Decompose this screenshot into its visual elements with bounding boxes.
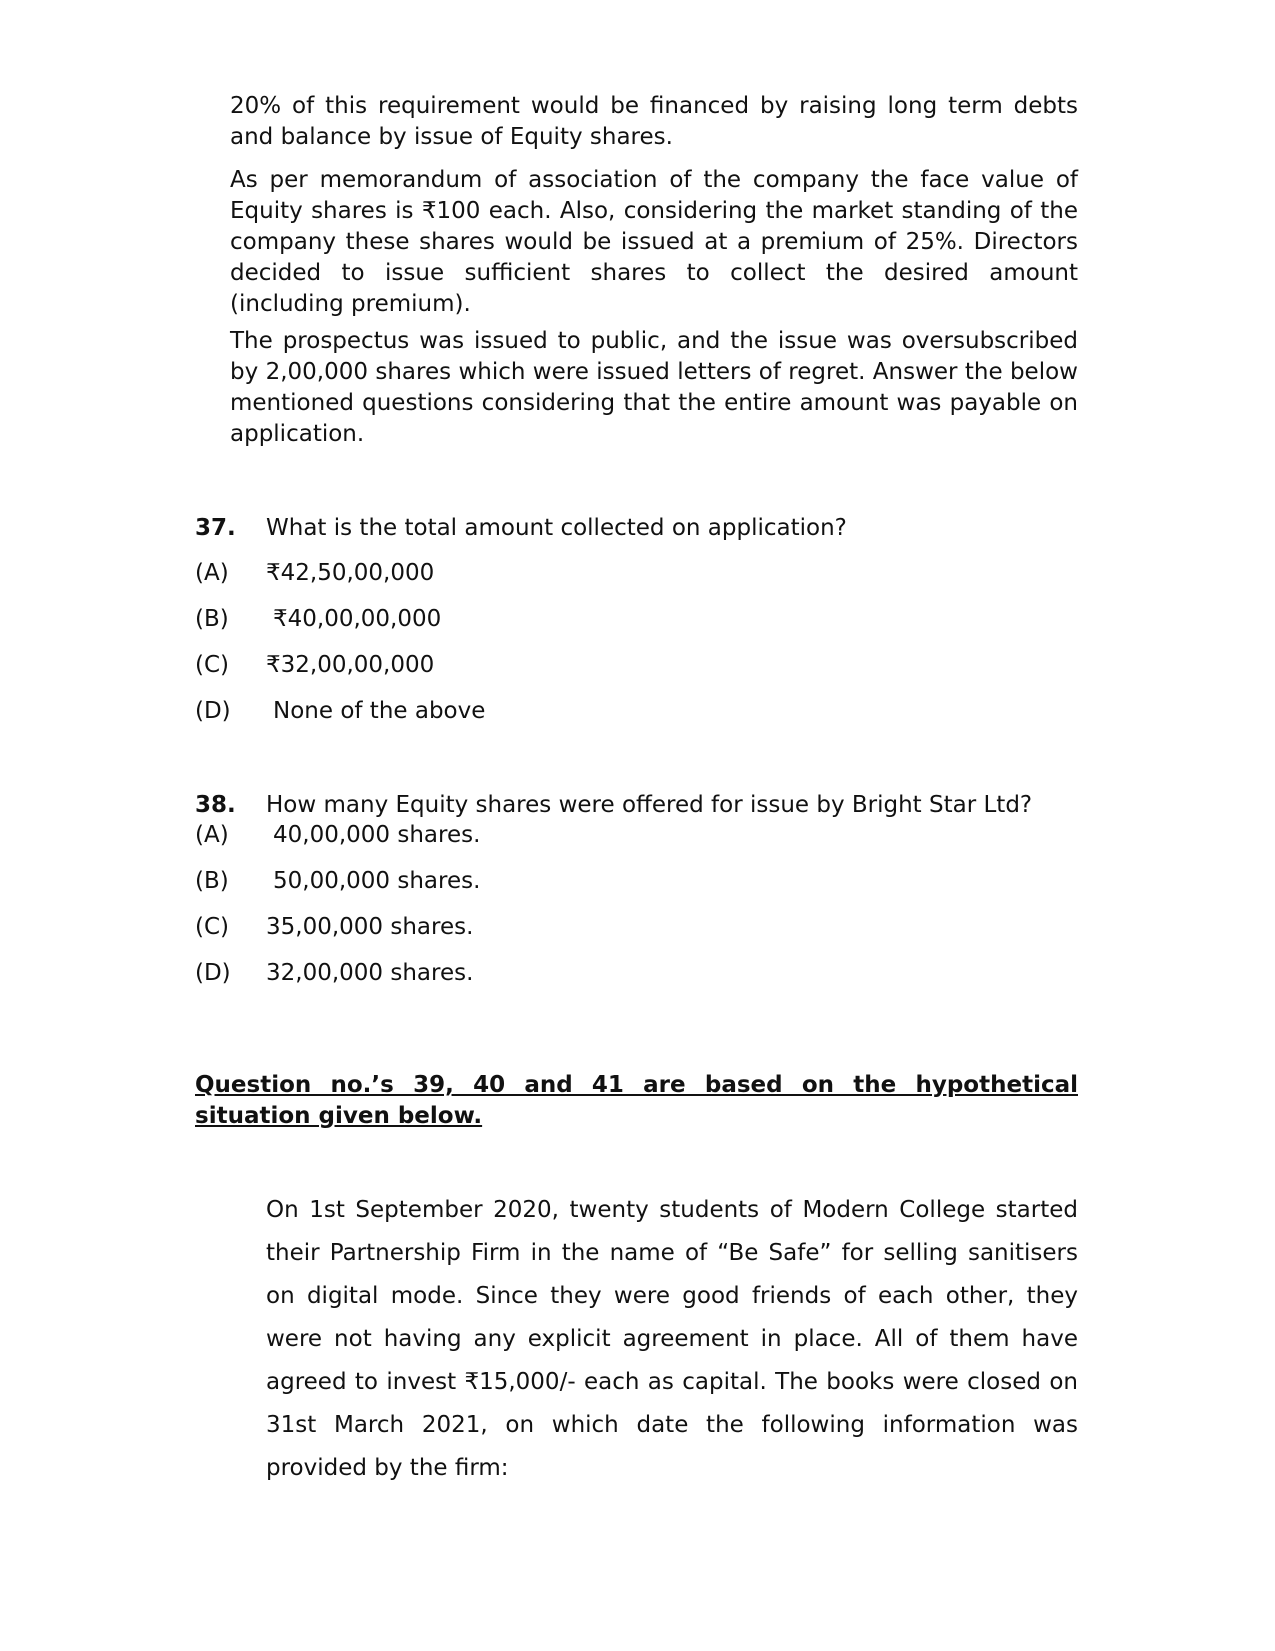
- intro-paragraph-1: 20% of this requirement would be financed by raising long term debts and balance by issue of Equity shares.: [230, 93, 1078, 150]
- option-text-b: 50,00,000 shares.: [273, 868, 481, 894]
- section-heading-line-1: Question no.’s 39, 40 and 41 are based on the hypothetical: [195, 1072, 1078, 1098]
- option-text-c: ₹32,00,00,000: [266, 652, 435, 678]
- option-label-a: (A): [195, 560, 229, 586]
- option-label-c: (C): [195, 914, 230, 940]
- situation-paragraph: On 1st September 2020, twenty students of Modern College started their Partnership Firm in the name of “Be Safe” for selling sanitisers on digital mode. Since they were good friends of each other, they were not having any explicit agreement in place. All of them have agreed to invest ₹15,000/- each as capital. The books were closed on 31st March 2021, on which date the following information was provided by the firm:: [266, 1197, 1078, 1481]
- section-heading: [195, 1070, 1078, 1132]
- intro-paragraph-3: The prospectus was issued to public, and the issue was oversubscribed by 2,00,000 shares which were issued letters of regret. Answer the below mentioned questions considering that the entire amount was payable on application.: [230, 328, 1078, 447]
- option-text-d: 32,00,000 shares.: [266, 960, 474, 986]
- section-heading-line-2: situation given below.: [195, 1103, 483, 1129]
- option-text-b: ₹40,00,00,000: [273, 606, 442, 632]
- question-text: How many Equity shares were offered for issue by Bright Star Ltd?: [266, 792, 1033, 818]
- option-label-b: (B): [195, 868, 229, 894]
- option-text-a: ₹42,50,00,000: [266, 560, 435, 586]
- option-label-d: (D): [195, 698, 231, 724]
- question-text: What is the total amount collected on application?: [266, 515, 847, 541]
- option-text-d: None of the above: [273, 698, 486, 724]
- option-label-b: (B): [195, 606, 229, 632]
- intro-paragraph-2: As per memorandum of association of the company the face value of Equity shares is ₹100 each. Also, considering the market standing of the company these shares would be issued at a premium of 25%. Directors decided to issue sufficient shares to collect the desired amount (including premium).: [230, 167, 1078, 317]
- option-label-c: (C): [195, 652, 230, 678]
- question-number: 38.: [195, 792, 236, 818]
- option-label-d: (D): [195, 960, 231, 986]
- option-text-a: 40,00,000 shares.: [273, 822, 481, 848]
- question-number: 37.: [195, 515, 236, 541]
- option-label-a: (A): [195, 822, 229, 848]
- option-text-c: 35,00,000 shares.: [266, 914, 474, 940]
